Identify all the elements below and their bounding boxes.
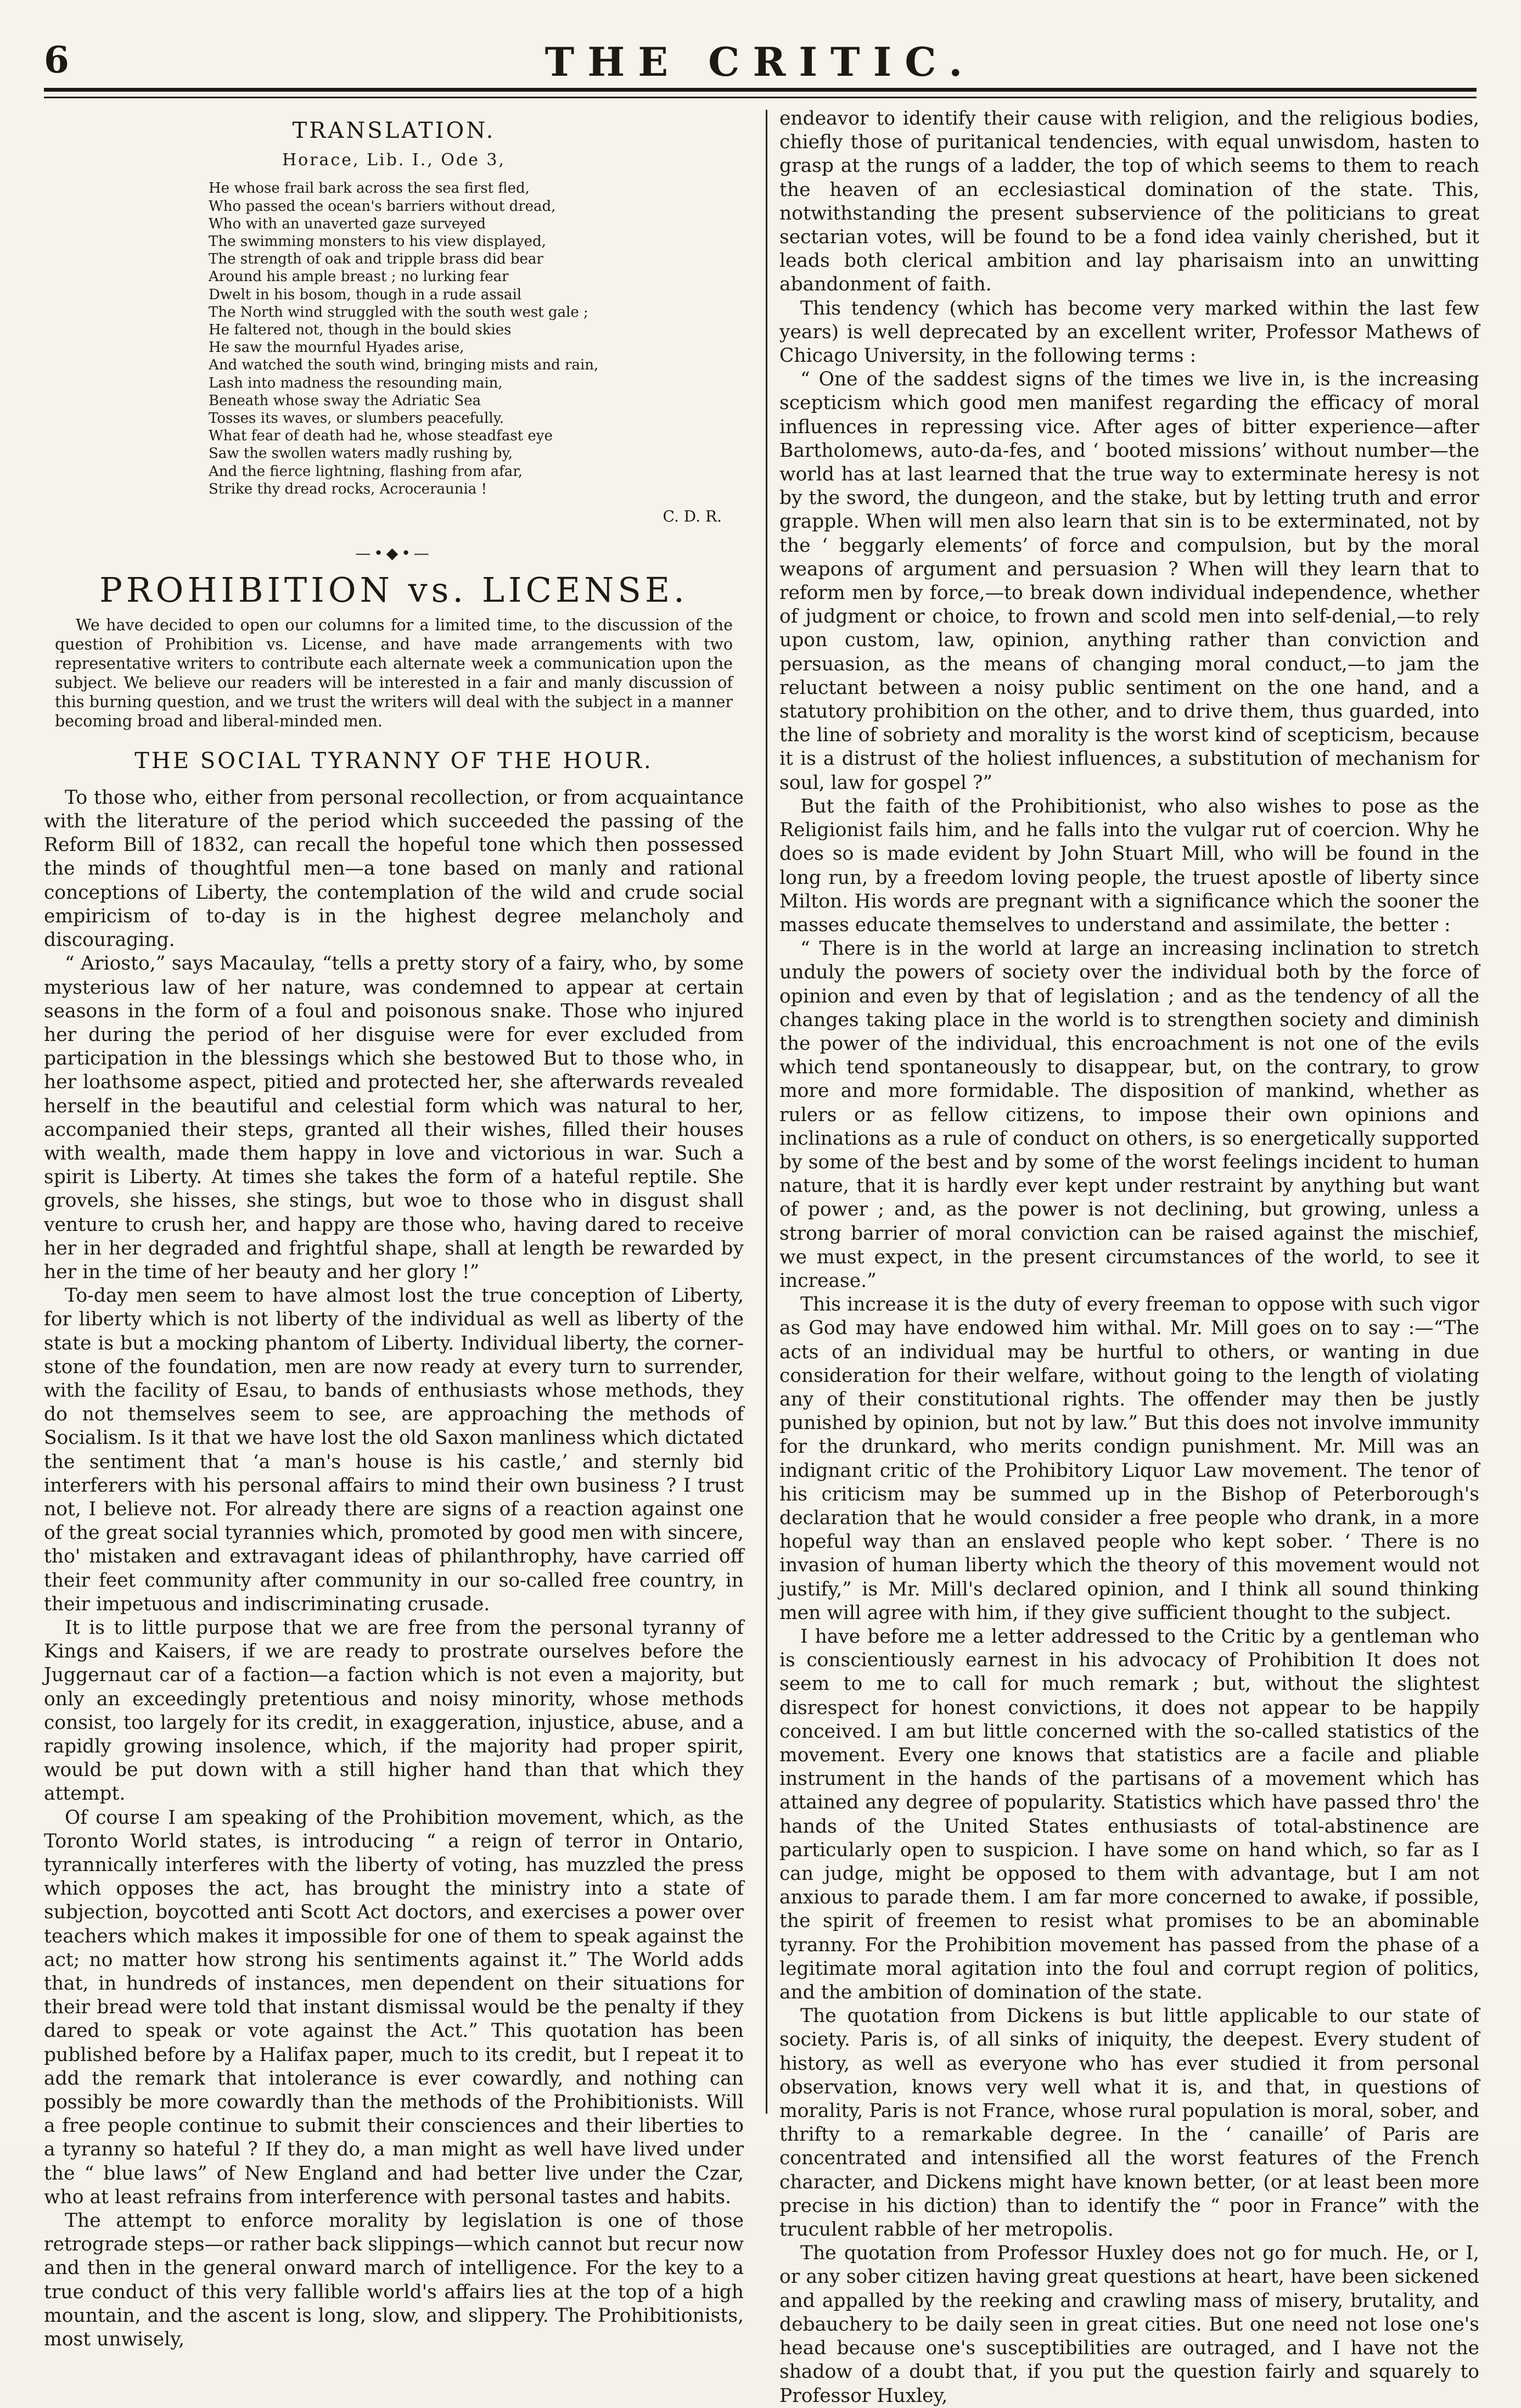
masthead-rule-thick bbox=[44, 88, 1477, 92]
translation-subheading: Horace, Lib. I., Ode 3, bbox=[282, 150, 506, 170]
poem-line: And watched the south wind, bringing mists and rain, bbox=[209, 357, 599, 374]
article-paragraph: But the faith of the Prohibitionist, who also wishes to pose as the Religionist fails him, and he falls into the vulgar rut of coercion. Why he does so is made evident by John Stuart Mill, who will be found in the long run, by a freedom loving people, the truest apostle of liberty since Milton. His words are pregnant with a significance which the sooner the masses educate themselves to understand and assimilate, the better : bbox=[779, 795, 1479, 936]
poem-line: He faltered not, though in the bould skies bbox=[209, 322, 512, 339]
poem-line: Who with an unaverted gaze surveyed bbox=[209, 215, 486, 232]
masthead bbox=[44, 38, 1477, 85]
ornament-divider: —•◆•— bbox=[355, 544, 433, 563]
poem-line: Saw the swollen waters madly rushing by, bbox=[209, 445, 513, 462]
article-paragraph: The quotation from Dickens is but little applicable to our state of society. Paris is, of all sinks of iniquity, the deepest. Every student of history, as well as everyone who has ever studied it from personal observation, knows very well what it is, and that, in questions of morality, Paris is not France, whose rural population is moral, sober, and thrifty to a remarkable degree. In the ‘ canaille’ of Paris are concentrated and intensified all the worst features of the French character, and Dickens might have known better, (or at least been more precise in his diction) than to identify the “ poor in France” with the truculent rabble of her metropolis. bbox=[779, 2005, 1479, 2241]
poem-line: The strength of oak and tripple brass did bear bbox=[209, 251, 543, 268]
article-paragraph: endeavor to identify their cause with religion, and the religious bodies, chiefly those of puritanical tendencies, with equal unwisdom, hasten to grasp at the rungs of a ladder, the top of which seems to them to reach the heaven of an ecclesiastical domination of the state. This, notwithstanding the present subservience of the politicians to great sectarian votes, will be found to be a fond idea vainly cherished, but it leads both clerical ambition and lay pharisaism into an unwitting abandonment of faith. bbox=[779, 108, 1479, 296]
article-paragraph: It is to little purpose that we are free from the personal tyranny of Kings and Kaisers, if we are ready to prostrate ourselves before the Juggernaut car of a faction—a faction which is not even a majority, but only an exceedingly pretentious and noisy minority, whose methods consist, too largely for its credit, in exaggeration, injustice, abuse, and a rapidly growing insolence, which, if the majority had proper spirit, would be put down with a still higher hand than that which they attempt. bbox=[44, 1616, 744, 1805]
poem-line: Around his ample breast ; no lurking fear bbox=[209, 268, 509, 285]
poem-line: The swimming monsters to his view displayed, bbox=[209, 233, 546, 250]
article-paragraph: This tendency (which has become very marked within the last few years) is well deprecated by an excellent writer, Professor Mathews of Chicago University, in the following terms : bbox=[779, 297, 1479, 367]
poem-line: He saw the mournful Hyades arise, bbox=[209, 339, 464, 356]
article-paragraph: This increase it is the duty of every freeman to oppose with such vigor as God may have endowed him withal. Mr. Mill goes on to say :—“The acts of an individual may be hurtful to others, or wanting in due consideration for their welfare, without going to the length of violating any of their constitutional rights. The offender may then be justly punished by opinion, but not by law.” But this does not involve immunity for the drunkard, who merits condign punishment. Mr. Mill was an indignant critic of the Prohibitory Liquor Law movement. The tenor of his criticism may be summed up in the Bishop of Peterborough's declaration that he would consider a free people who drank, in a more hopeful way than an enslaved people who kept sober. ‘ There is no invasion of human liberty which the theory of this movement would not justify,” is Mr. Mill's declared opinion, and I think all sound thinking men will agree with him, if they give sufficient thought to the subject. bbox=[779, 1293, 1479, 1624]
poem-line: He whose frail bark across the sea first fled, bbox=[209, 180, 530, 197]
left-column bbox=[44, 107, 744, 2351]
article-paragraph: I have before me a letter addressed to the Critic by a gentleman who is conscientiously earnest in his advocacy of Prohibition It does not seem to me to call for much remark ; but, without the slightest disrespect for honest convictions, it does not appear to be happily conceived. I am but little concerned with the so-called statistics of the movement. Every one knows that statistics are a facile and pliable instrument in the hands of the partisans of a movement which has attained any degree of popularity. Statistics which have passed thro' the hands of the United States enthusiasts of total-abstinence are particularly open to suspicion. I have some on hand which, so far as I can judge, might be opposed to them with advantage, but I am not anxious to parade them. I am far more concerned to awake, if possible, the spirit of freemen to resist what promises to be an abominable tyranny. For the Prohibition movement has passed from the phase of a legitimate moral agitation into the foul and corrupt region of politics, and the ambition of domination of the state. bbox=[779, 1626, 1479, 2004]
translation-poem bbox=[209, 180, 744, 498]
right-column bbox=[779, 107, 1479, 2407]
newspaper-title: THE CRITIC. bbox=[545, 38, 976, 85]
poem-line: What fear of death had he, whose steadfast eye bbox=[209, 428, 553, 445]
poem-line: And the fierce lightning, flashing from afar, bbox=[209, 463, 523, 480]
poem-line: Who passed the ocean's barriers without dread, bbox=[209, 198, 556, 215]
poem-line: The North wind struggled with the south west gale ; bbox=[209, 304, 588, 321]
page-number: 6 bbox=[44, 38, 69, 81]
poem-line: Tosses its waves, or slumbers peacefully. bbox=[209, 410, 504, 427]
column-divider bbox=[766, 110, 767, 2114]
article-paragraph: The quotation from Professor Huxley does not go for much. He, or I, or any sober citizen having great questions at heart, have been sickened and appalled by the reeking and crawling mass of misery, brutality, and debauchery to be daily seen in great cities. But one need not lose one's head because one's susceptibilities are outraged, and I have not the shadow of a doubt that, if you put the question fairly and squarely to Professor Huxley, bbox=[779, 2242, 1479, 2407]
translation-heading: TRANSLATION. bbox=[292, 118, 496, 143]
article-paragraph: Of course I am speaking of the Prohibition movement, which, as the Toronto World states, is introducing “ a reign of terror in Ontario, tyrannically interferes with the liberty of voting, has muzzled the press which opposes the act, has brought the ministry into a state of subjection, boycotted anti Scott Act doctors, and exercises a power over teachers which makes it impossible for one of them to speak against the act; no matter how strong his sentiments against it.” The World adds that, in hundreds of instances, men dependent on their situations for their bread were told that instant dismissal would be the penalty if they dared to speak or vote against the Act.” This quotation has been published before by a Halifax paper, much to its credit, but I repeat it to add the remark that intolerance is ever cowardly, and nothing can possibly be more cowardly than the methods of the Prohibitionists. Will a free people continue to submit their consciences and their liberties to a tyranny so hateful ? If they do, a man might as well have lived under the “ blue laws” of New England and had better live under the Czar, who at least refrains from interference with personal tastes and habits. bbox=[44, 1806, 744, 2208]
prohibition-heading: PROHIBITION vs. LICENSE. bbox=[99, 570, 688, 611]
poem-line: Lash into madness the resounding main, bbox=[209, 374, 503, 391]
poem-line: Dwelt in his bosom, though in a rude assail bbox=[209, 286, 522, 303]
editor-note: We have decided to open our columns for a limited time, to the discussion of the question of Prohibition vs. License, and have made arrangements with two representative writers to contribute each alternate week a communication upon the subject. We believe our readers will be interested in a fair and manly discussion of this burning question, and we trust the writers will deal with the subject in a manner becoming broad and liberal-minded men. bbox=[55, 615, 733, 730]
quotation-paragraph: “ One of the saddest signs of the times we live in, is the increasing scepticism which good men manifest regarding the efficacy of moral influences in repressing vice. After ages of bitter experience—after Bartholomews, auto-da-fes, and ‘ booted missions’ without number—the world has at last learned that the true way to exterminate heresy is not by the sword, the dungeon, and the stake, but by letting truth and error grapple. When will men also learn that sin is to be exterminated, not by the ‘ beggarly elements’ of force and compulsion, but by the moral weapons of argument and persuasion ? When will they learn that to reform men by force,—to break down individual independence, whether of judgment or choice, to frown and scold men into self-denial,—to rely upon custom, law, opinion, anything rather than conviction and persuasion, as the means of changing moral conduct,—to jam the reluctant between a noisy public sentiment on the one hand, and a statutory prohibition on the other, and to drive them, thus guarded, into the line of sobriety and morality is the worst kind of scepticism, because it is a distrust of the holiest influences, a substitution of mechanism for soul, law for gospel ?” bbox=[779, 368, 1479, 794]
article-heading: THE SOCIAL TYRANNY OF THE HOUR. bbox=[134, 748, 653, 774]
quotation-paragraph: “ There is in the world at large an increasing inclination to stretch unduly the powers of society over the individual both by the force of opinion and even by that of legislation ; and as the tendency of all the changes taking place in the world is to strengthen society and diminish the power of the individual, this encroachment is not one of the evils which tend spontaneously to disappear, but, on the contrary, to grow more and more formidable. The disposition of mankind, whether as rulers or as fellow citizens, to impose their own opinions and inclinations as a rule of conduct on others, is so energetically supported by some of the best and by some of the worst feelings incident to human nature, that it is hardly ever kept under restraint by anything but want of power ; and, as the power is not declining, but growing, unless a strong barrier of moral conviction can be raised against the mischief, we must expect, in the present circumstances of the world, to see it increase.” bbox=[779, 938, 1479, 1292]
masthead-rule-thin bbox=[44, 97, 1477, 98]
poem-line: Strike thy dread rocks, Acroceraunia ! bbox=[209, 480, 487, 497]
article-paragraph: The attempt to enforce morality by legislation is one of those retrograde steps—or rather back slippings—which cannot but recur now and then in the general onward march of intelligence. For the key to a true conduct of this very fallible world's affairs lies at the top of a high mountain, and the ascent is long, slow, and slippery. The Prohibitionists, most unwisely, bbox=[44, 2210, 744, 2351]
article-paragraph: To-day men seem to have almost lost the true conception of Liberty, for liberty which is not liberty of the individual as well as liberty of the state is but a mocking phantom of Liberty. Individual liberty, the corner-stone of the foundation, men are now ready at every turn to surrender, with the facility of Esau, to bands of enthusiasts whose methods, they do not themselves seem to see, are approaching the methods of Socialism. Is it that we have lost the old Saxon manliness which dictated the sentiment that ‘a man's house is his castle,’ and sternly bid interferers with his personal affairs to mind their own business ? I trust not, I believe not. For already there are signs of a reaction against one of the great social tyrannies which, promoted by good men with sincere, tho' mistaken and extravagant ideas of philanthrophy, have carried off their feet community after community in our so-called free country, in their impetuous and indiscriminating crusade. bbox=[44, 1285, 744, 1615]
poem-line: Beneath whose sway the Adriatic Sea bbox=[209, 392, 481, 409]
article-paragraph: “ Ariosto,” says Macaulay, “tells a pretty story of a fairy, who, by some mysterious law of her nature, was condemned to appear at certain seasons in the form of a foul and poisonous snake. Those who injured her during the period of her disguise were for ever excluded from participation in the blessings which she bestowed But to those who, in her loathsome aspect, pitied and protected her, she afterwards revealed herself in the beautiful and celestial form which was natural to her, accompanied their steps, granted all their wishes, filled their houses with wealth, made them happy in love and victorious in war. Such a spirit is Liberty. At times she takes the form of a hateful reptile. She grovels, she hisses, she stings, but woe to those who in disgust shall venture to crush her, and happy are those who, having dared to receive her in her degraded and frightful shape, shall at length be rewarded by her in the time of her beauty and her glory !” bbox=[44, 953, 744, 1283]
poem-signature: C. D. R. bbox=[663, 507, 722, 526]
article-paragraph: To those who, either from personal recollection, or from acquaintance with the literature of the period which succeeded the passing of the Reform Bill of 1832, can recall the hopeful tone which then possessed the minds of thoughtful men—a tone based on manly and rational conceptions of Liberty, the contemplation of the wild and crude social empiricism of to-day is in the highest degree melancholy and discouraging. bbox=[44, 786, 744, 951]
